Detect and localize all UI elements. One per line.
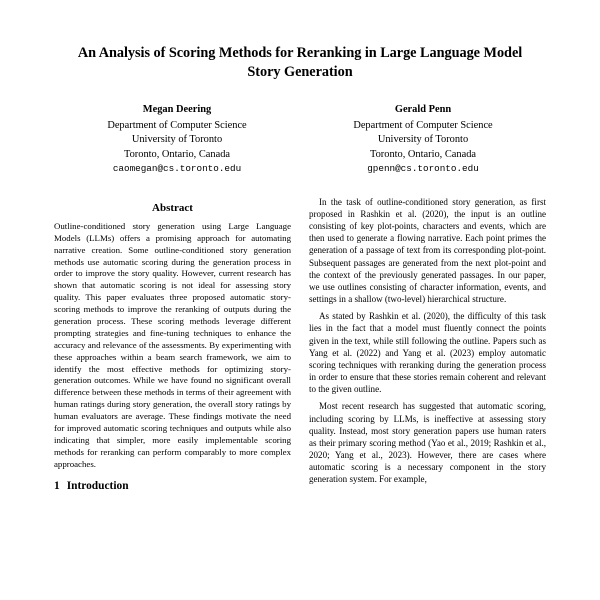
right-column	[309, 196, 546, 496]
introduction-label: Introduction	[66, 479, 129, 492]
paragraph: Most recent research has suggested that automatic scoring, including scoring by LLMs, is ineffective at assessing story quality. Instead, most story generation papers use human raters as their primary scoring method (Yao et al., 2019; Rashkin et al., 2020; Yang et al., 2023). However, there are cases where automatic scoring is a necessary component in the story generation system. For example,	[309, 401, 546, 485]
introduction-heading	[54, 480, 291, 492]
abstract-heading: Abstract	[152, 201, 193, 214]
author-department: Department of Computer Science	[353, 119, 493, 131]
author-name: Megan Deering	[142, 103, 212, 115]
author-email: caomegan@cs.toronto.edu	[112, 163, 242, 175]
two-column-body	[54, 196, 546, 496]
author-university: University of Toronto	[131, 134, 223, 146]
abstract-text: Outline-conditioned story generation using Large Language Models (LLMs) offers a promising approach for automating narrative creation. Some outline-conditioned story generation methods use automatic scoring during the generation process in order to improve the story quality. However, current research has shown that automatic scoring is not ideal for assessing story quality. This paper evaluates three proposed automatic story-scoring methods to improve the reranking of outputs during the generation process. These scoring methods leverage different prompting strategies and fine-tuning techniques to enhance the accuracy and relevance of the assessments. By experimenting with these approaches within a beam search framework, we aim to identify the most effective methods for optimizing story-generation outcomes. While we have found no significant overall difference between these methods in terms of their agreement with human ratings during story generation, the overall story ratings by human evaluators are average. These findings motivate the need for improved automatic scoring techniques and outputs while also indicating that simpler, more easily implementable scoring methods for reranking can perform comparably to more complex approaches.	[54, 220, 291, 469]
author-department: Department of Computer Science	[107, 119, 247, 131]
author-location: Toronto, Ontario, Canada	[369, 148, 477, 160]
author-email: gpenn@cs.toronto.edu	[367, 163, 479, 175]
author-name: Gerald Penn	[394, 103, 452, 115]
page-title: An Analysis of Scoring Methods for Reranking in Large Language Model Story Generation	[77, 45, 523, 81]
paragraph: In the task of outline-conditioned story generation, as first proposed in Rashkin et al. (2020), the input is an outline consisting of key plot-points, characters and events, which are then used to generate a flowing narrative. Each point primes the generation of a passage of text from its corresponding plot-point. Subsequent passages are generated from the next plot-point and the context of the previously generated passages. In our paper, we use outlines consisting of character information, events, and settings in a shallow (two-level) hierarchical structure.	[309, 196, 546, 305]
author-location: Toronto, Ontario, Canada	[123, 148, 231, 160]
paragraph: As stated by Rashkin et al. (2020), the difficulty of this task lies in the fact that a model must fluently connect the points given in the text, while still following the outline. Papers such as Yang et al. (2022) and Yang et al. (2023) employ automatic scoring techniques with reranking during the generation process in order to ensure that these stories remain coherent and relevant to the given outline.	[309, 311, 546, 395]
author-block	[54, 103, 546, 176]
author-university: University of Toronto	[377, 134, 469, 146]
author-entry	[54, 103, 300, 176]
author-entry	[300, 103, 546, 176]
left-column	[54, 196, 291, 496]
introduction-number: 1	[54, 479, 60, 492]
